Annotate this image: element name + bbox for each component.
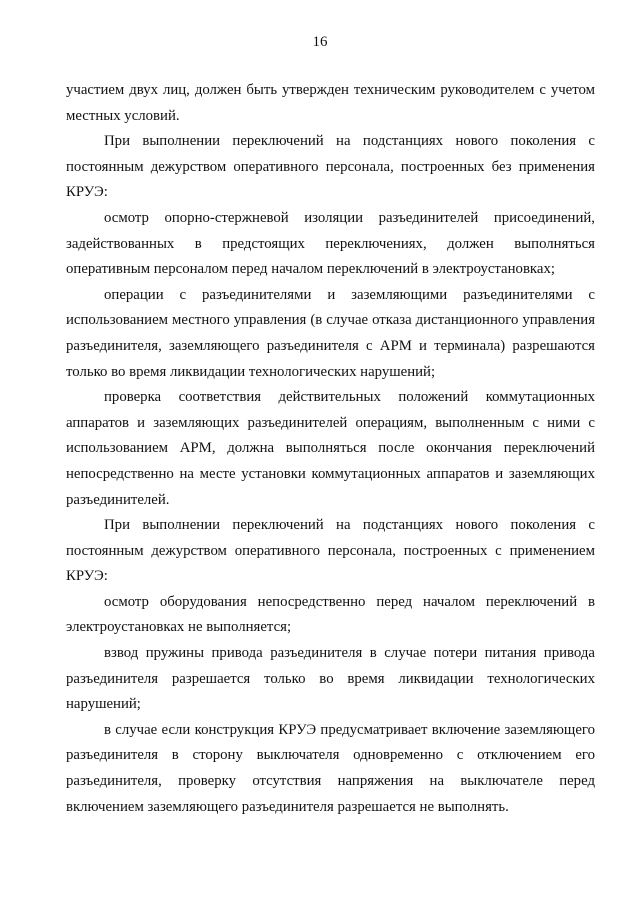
document-body <box>66 78 595 820</box>
paragraph-voltage-check: в случае если конструкция КРУЭ предусматривает включение заземляющего разъединителя в сторону выключателя одновременно с отключением его разъединителя, проверку отсутствия напряжения на выключателе перед включением заземляющего разъединителя разрешается не выполнять. <box>66 721 595 815</box>
paragraph-insulation-inspection: осмотр опорно-стержневой изоляции разъединителей присоединений, задействованных в предстоящих переключениях, должен выполняться оперативным персоналом перед началом переключений в электроустановках; <box>66 209 595 278</box>
paragraph-position-verification: проверка соответствия действительных положений коммутационных аппаратов и заземляющих разъединителей операциям, выполненным с ними с использованием АРМ, должна выполняться после окончания переключений непосредственно на месте установки коммутационных аппаратов и заземляющих разъединителей. <box>66 389 595 508</box>
paragraph-spring-drive: взвод пружины привода разъединителя в случае потери питания привода разъединителя разрешается только во время ликвидации технологических нарушений; <box>66 645 595 713</box>
page-number: 16 <box>312 34 328 50</box>
paragraph-equipment-inspection: осмотр оборудования непосредственно перед началом переключений в электроустановках не выполняется; <box>66 593 595 636</box>
paragraph-continuation: участием двух лиц, должен быть утвержден техническим руководителем с учетом местных условий. <box>66 82 595 124</box>
paragraph-with-kruz-intro: При выполнении переключений на подстанциях нового поколения с постоянным дежурством оперативного персонала, построенных с применением КРУЭ: <box>66 517 595 585</box>
paragraph-without-kruz-intro: При выполнении переключений на подстанциях нового поколения с постоянным дежурством оперативного персонала, построенных без применения КРУЭ: <box>66 133 595 201</box>
paragraph-local-control-operations: операции с разъединителями и заземляющими разъединителями с использованием местного управления (в случае отказа дистанционного управления разъединителя, заземляющего разъединителя с АРМ и терминала) разрешаются только во время ликвидации технологических нарушений; <box>66 286 595 380</box>
